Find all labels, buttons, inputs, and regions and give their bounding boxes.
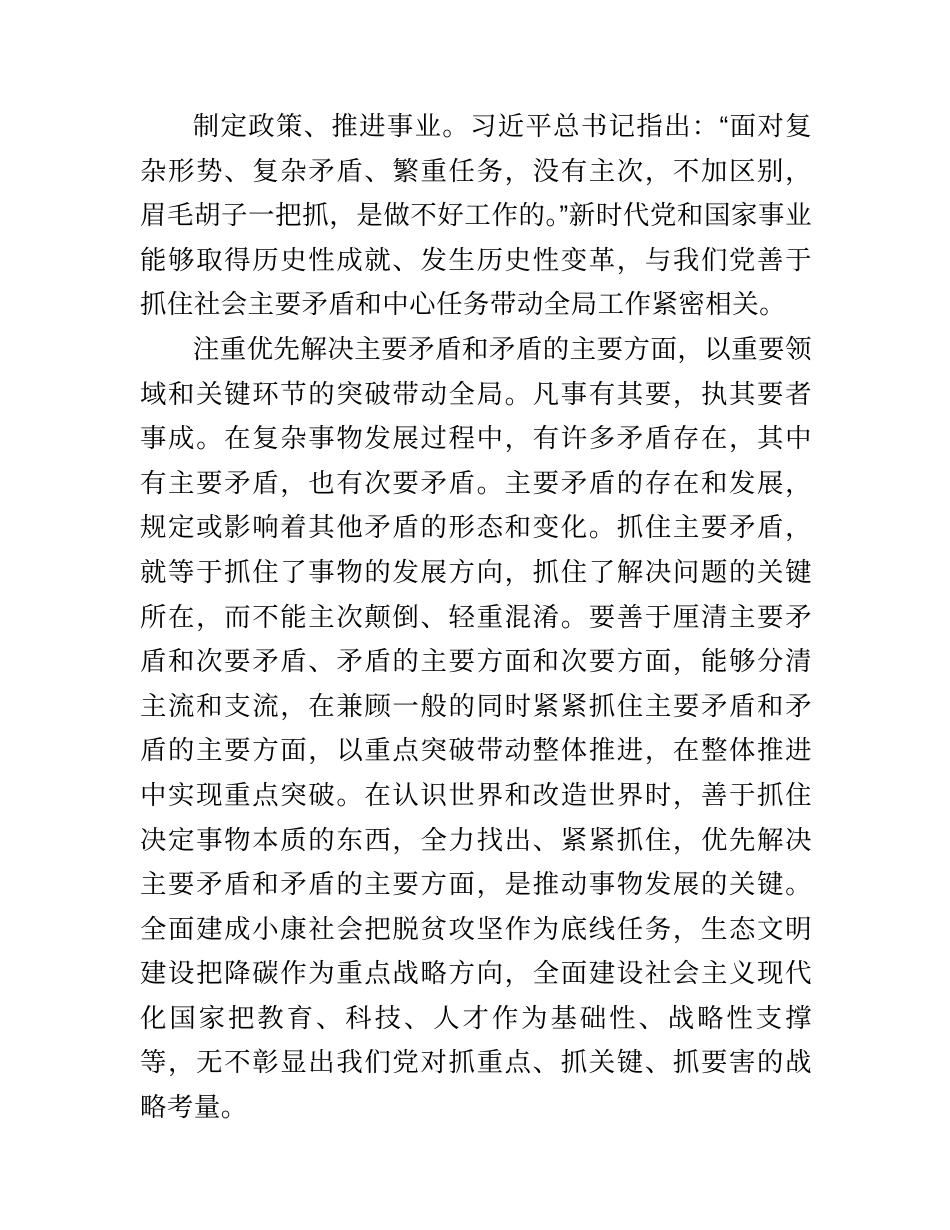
body-paragraph-2: 注重优先解决主要矛盾和矛盾的主要方面，以重要领域和关键环节的突破带动全局。凡事有其要，执其要者事成。在复杂事物发展过程中，有许多矛盾存在，其中有主要矛盾，也有次要矛盾。主要矛盾的存在和发展，规定或影响着其他矛盾的形态和变化。抓住主要矛盾，就等于抓住了事物的发展方向，抓住了解决问题的关键所在，而不能主次颠倒、轻重混淆。要善于厘清主要矛盾和次要矛盾、矛盾的主要方面和次要方面，能够分清主流和支流，在兼顾一般的同时紧紧抓住主要矛盾和矛盾的主要方面，以重点突破带动整体推进，在整体推进中实现重点突破。在认识世界和改造世界时，善于抓住决定事物本质的东西，全力找出、紧紧抓住，优先解决主要矛盾和矛盾的主要方面，是推动事物发展的关键。全面建成小康社会把脱贫攻坚作为底线任务，生态文明建设把降碳作为重点战略方向，全面建设社会主义现代化国家把教育、科技、人才作为基础性、战略性支撑等，无不彰显出我们党对抓重点、抓关键、抓要害的战略考量。 (140, 333, 812, 1123)
document-text-body (140, 104, 812, 1130)
body-paragraph-1: 制定政策、推进事业。习近平总书记指出：“面对复杂形势、复杂矛盾、繁重任务，没有主次，不加区别，眉毛胡子一把抓，是做不好工作的。”新时代党和国家事业能够取得历史性成就、发生历史性变革，与我们党善于抓住社会主要矛盾和中心任务带动全局工作紧密相关。 (140, 111, 812, 320)
